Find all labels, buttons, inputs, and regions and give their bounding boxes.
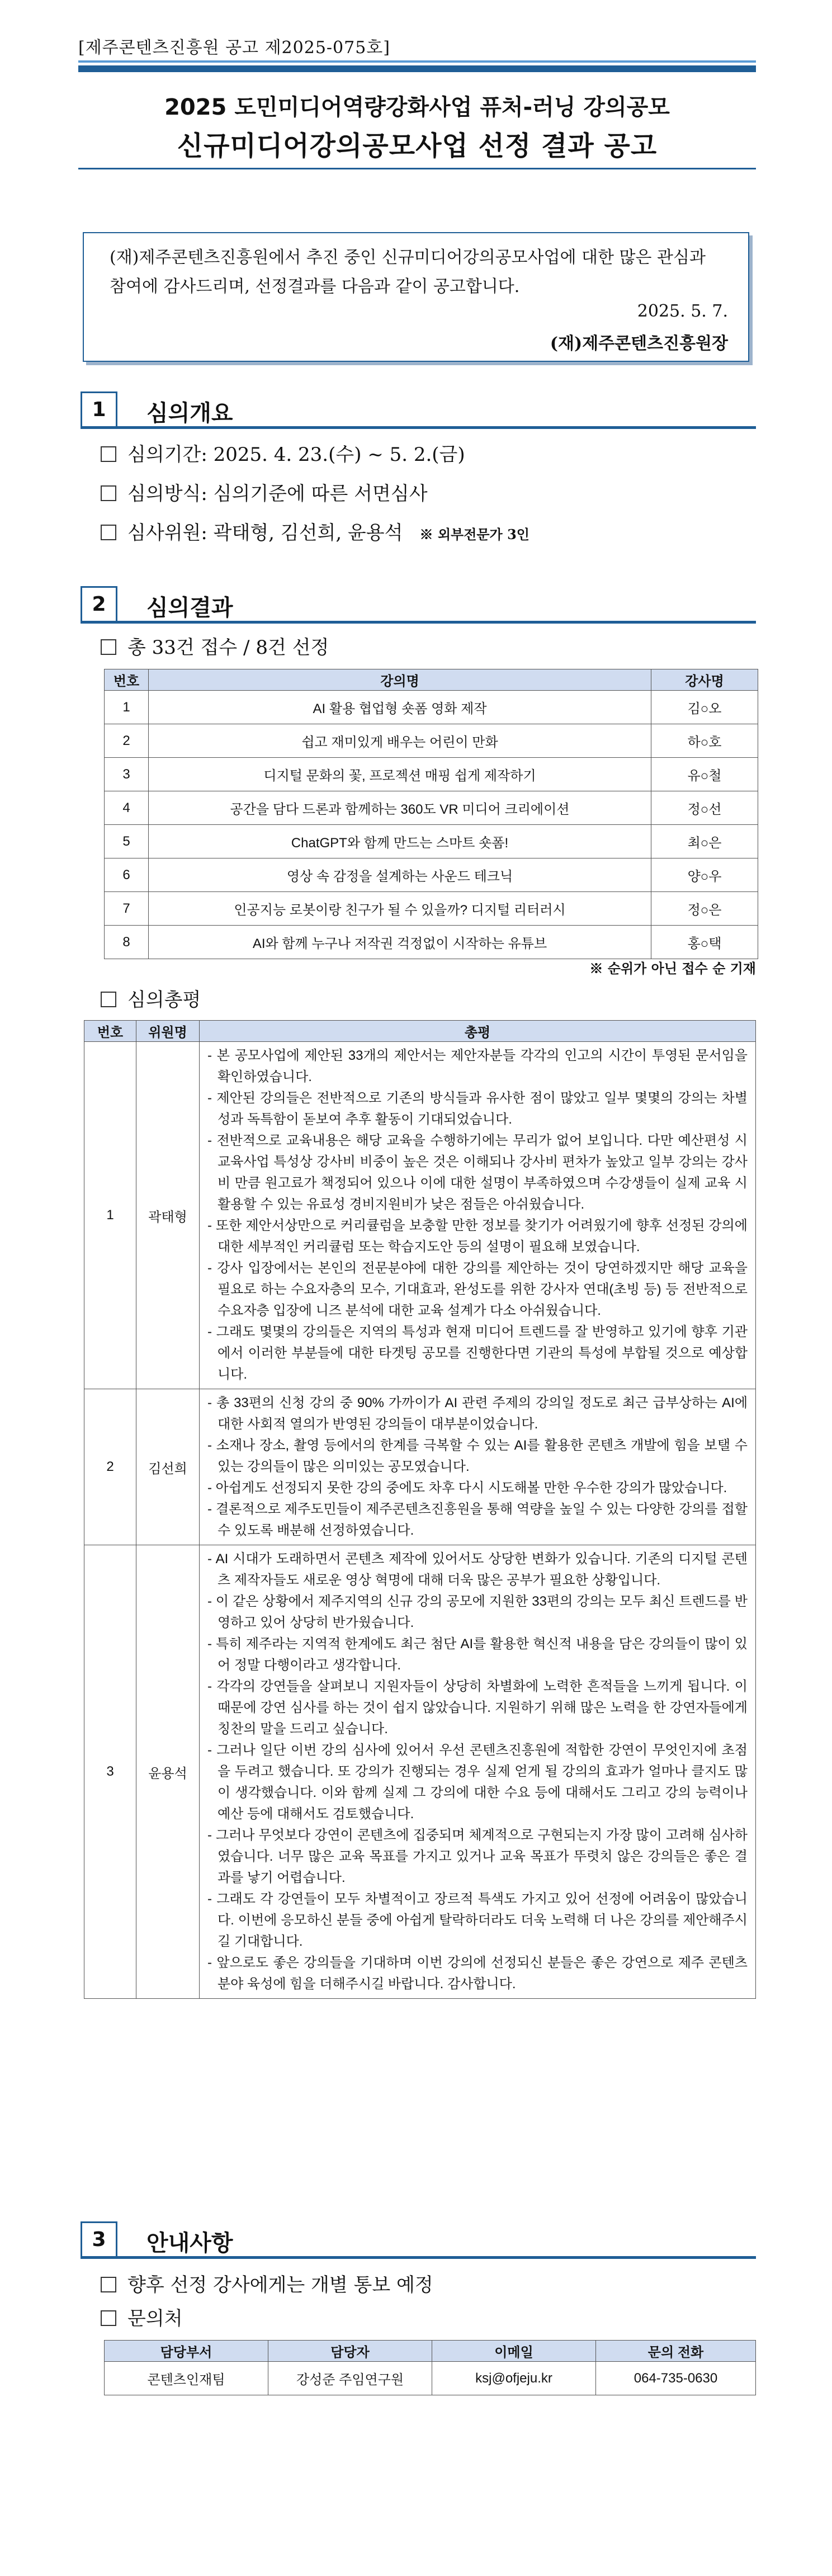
checkbox-square-icon (101, 485, 116, 501)
member-name: 윤용석 (136, 1545, 200, 1999)
checkbox-square-icon (101, 2277, 116, 2292)
contact-department: 콘텐츠인재팀 (105, 2362, 268, 2395)
contact-email[interactable]: ksj@ofjeju.kr (432, 2362, 596, 2395)
section-3-number: 3 (81, 2221, 117, 2258)
results-summary: 총 33건 접수 / 8건 선정 (101, 632, 329, 659)
row-number: 3 (84, 1545, 136, 1999)
row-number: 5 (105, 825, 149, 858)
contact-table-header (105, 2341, 756, 2362)
instructor-name: 유○철 (651, 758, 758, 791)
review-item: - 앞으로도 좋은 강의들을 기대하며 이번 강의에 선정되신 분들은 좋은 강연으로 제주 콘텐츠 분야 육성에 힘을 더해주시길 바랍니다. 감사합니다. (207, 1955, 748, 1992)
overview-members: 심사위원: 곽태형, 김선희, 윤용석 ※ 외부전문가 3인 (101, 517, 530, 545)
table-row (105, 724, 758, 758)
review-item: - 아쉽게도 선정되지 못한 강의 중에도 차후 다시 시도해볼 만한 우수한 강의가 많았습니다. (207, 1480, 727, 1495)
header-department: 담당부서 (105, 2341, 268, 2362)
intro-org: (재)제주콘텐츠진흥원장 (550, 334, 728, 353)
header-phone: 문의 전화 (596, 2341, 756, 2362)
page-title-line1: 2025 도민미디어역량강화사업 퓨처-러닝 강의공모 (164, 95, 670, 120)
header-instructor: 강사명 (651, 669, 758, 691)
instructor-name: 최○은 (651, 825, 758, 858)
overview-method: 심의방식: 심의기준에 따른 서면심사 (101, 478, 428, 506)
section-1-line (81, 426, 756, 429)
review-item: - 본 공모사업에 제안된 33개의 제안서는 제안자분들 각각의 인고의 시간이 투영된 문서임을 확인하였습니다. (207, 1048, 748, 1084)
table-row (105, 791, 758, 825)
intro-box (83, 232, 749, 362)
lecture-title: 쉽고 재미있게 배우는 어린이 만화 (149, 724, 651, 758)
review-text (200, 1042, 756, 1389)
checkbox-square-icon (101, 639, 116, 655)
table-row (105, 758, 758, 791)
intro-date: 2025. 5. 7. (637, 301, 728, 321)
row-number: 3 (105, 758, 149, 791)
instructor-name: 양○우 (651, 858, 758, 892)
results-table (104, 669, 758, 959)
review-label: 심의총평 (101, 984, 201, 1012)
review-item: - 각각의 강연들을 살펴보니 지원자들이 상당히 차별화에 노력한 흔적들을 느끼게 됩니다. 이 때문에 강연 심사를 하는 것이 쉽지 않았습니다. 지원하기 위해 많은 노력을 한 강연자들에게 칭찬의 말을 드리고 싶습니다. (207, 1679, 748, 1737)
section-2-line (81, 621, 756, 624)
header-bar-thick (78, 65, 756, 72)
review-item: - 그러나 일단 이번 강의 심사에 있어서 우선 콘텐츠진흥원에 적합한 강연이 무엇인지에 초점을 두려고 했습니다. 또 강의가 진행되는 경우 실제 얻게 될 강의의 효과가 얼마나 클지도 많이 생각했습니다. 이와 함께 실제 그 강의에 대한 수요 등에 대해서도 그리고 강의 능력이나 예산 등에 대해서도 검토했습니다. (207, 1743, 748, 1822)
checkbox-square-icon (101, 446, 116, 462)
review-item: - 이 같은 상황에서 제주지역의 신규 강의 공모에 지원한 33편의 강의는 모두 최신 트렌드를 반영하고 있어 상당히 반가웠습니다. (207, 1594, 748, 1630)
section-2-number: 2 (81, 586, 117, 623)
review-item: - 제안된 강의들은 전반적으로 기존의 방식들과 유사한 점이 많았고 일부 몇몇의 강의는 차별성과 독특함이 돋보여 추후 활동이 기대되었습니다. (207, 1091, 748, 1127)
review-item: - 소재나 장소, 촬영 등에서의 한계를 극복할 수 있는 AI를 활용한 콘텐츠 개발에 힘을 보탤 수 있는 강의들이 많은 의미있는 공모였습니다. (207, 1438, 748, 1474)
section-3-line (81, 2256, 756, 2259)
row-number: 7 (105, 892, 149, 926)
lecture-title: AI 활용 협업형 숏폼 영화 제작 (149, 691, 651, 724)
lecture-title: 영상 속 감정을 설계하는 사운드 테크닉 (149, 858, 651, 892)
members-note: ※ 외부전문가 3인 (419, 526, 530, 542)
results-table-header (105, 669, 758, 691)
overview-period: 심의기간: 2025. 4. 23.(수) ~ 5. 2.(금) (101, 439, 465, 466)
checkbox-square-icon (101, 525, 116, 540)
row-number: 6 (105, 858, 149, 892)
review-item: - 그러나 무엇보다 강연이 콘텐츠에 집중되며 체계적으로 구현되는지 가장 많이 고려해 심사하였습니다. 너무 많은 교육 목표를 가지고 있거나 교육 목표가 뚜렷치 않은 강의들은 좋은 결과를 낳기 어렵습니다. (207, 1828, 748, 1885)
header-bar-thin (78, 60, 756, 63)
review-item: - 결론적으로 제주도민들이 제주콘텐츠진흥원을 통해 역량을 높일 수 있는 다양한 강의를 접할 수 있도록 배분해 선정하였습니다. (207, 1502, 748, 1538)
header-email: 이메일 (432, 2341, 596, 2362)
review-item: - 또한 제안서상만으로 커리큘럼을 보충할 만한 정보를 찾기가 어려웠기에 향후 선정된 강의에 대한 세부적인 커리큘럼 또는 학습지도안 등의 설명이 필요해 보였습니다. (207, 1218, 748, 1254)
section-3-title: 안내사항 (146, 2230, 233, 2256)
table-row (105, 825, 758, 858)
lecture-title: AI와 함께 누구나 저작권 걱정없이 시작하는 유튜브 (149, 926, 651, 959)
table-row (84, 1389, 756, 1545)
guide-item-1: 향후 선정 강사에게는 개별 통보 예정 (101, 2270, 433, 2297)
review-item: - 특히 제주라는 지역적 한계에도 최근 첨단 AI를 활용한 혁신적 내용을 담은 강의들이 많이 있어 정말 다행이라고 생각합니다. (207, 1636, 748, 1673)
checkbox-square-icon (101, 992, 116, 1007)
contact-manager: 강성준 주임연구원 (268, 2362, 432, 2395)
table-row (105, 892, 758, 926)
section-1-number: 1 (81, 391, 117, 428)
table-row (105, 926, 758, 959)
header-member: 위원명 (136, 1021, 200, 1042)
review-text (200, 1389, 756, 1545)
table-row (105, 2362, 756, 2395)
review-text (200, 1545, 756, 1999)
lecture-title: 공간을 담다 드론과 함께하는 360도 VR 미디어 크리에이션 (149, 791, 651, 825)
checkbox-square-icon (101, 2310, 116, 2326)
review-item: - 그래도 각 강연들이 모두 차별적이고 장르적 특색도 가지고 있어 선정에 어려움이 많았습니다. 이번에 응모하신 분들 중에 아쉽게 탈락하더라도 더욱 노력해 더 나은 강의를 제안해주시길 기대합니다. (207, 1891, 748, 1949)
instructor-name: 정○선 (651, 791, 758, 825)
table-row (84, 1545, 756, 1999)
notice-number: [제주콘텐츠진흥원 공고 제2025-075호] (78, 38, 390, 58)
review-item: - AI 시대가 도래하면서 콘텐츠 제작에 있어서도 상당한 변화가 있습니다. 기존의 디지털 콘텐츠 제작자들도 새로운 영상 혁명에 대해 더욱 많은 공부가 필요한 상황입니다. (207, 1551, 748, 1588)
member-name: 김선희 (136, 1389, 200, 1545)
review-item: - 그래도 몇몇의 강의들은 지역의 특성과 현재 미디어 트렌드를 잘 반영하고 있기에 향후 기관에서 이러한 부분들에 대한 타겟팅 공모를 진행한다면 기관의 특성에 부합될 것으로 예상합니다. (207, 1324, 748, 1382)
intro-text: (재)제주콘텐츠진흥원에서 추진 중인 신규미디어강의공모사업에 대한 많은 관심과 참여에 감사드리며, 선정결과를 다음과 같이 공고합니다. (110, 248, 706, 296)
instructor-name: 김○오 (651, 691, 758, 724)
table-row (105, 691, 758, 724)
lecture-title: 인공지능 로봇이랑 친구가 될 수 있을까? 디지털 리터러시 (149, 892, 651, 926)
guide-item-2: 문의처 (101, 2303, 183, 2330)
title-underline (78, 168, 756, 169)
header-review: 총평 (200, 1021, 756, 1042)
row-number: 1 (105, 691, 149, 724)
review-table (84, 1020, 756, 1999)
table-row (84, 1042, 756, 1389)
row-number: 8 (105, 926, 149, 959)
review-item: - 전반적으로 교육내용은 해당 교육을 수행하기에는 무리가 없어 보입니다. 다만 예산편성 시 교육사업 특성상 강사비 비중이 높은 것은 이해되나 강사비 편차가 높았고 일부 강의는 강사비 만큼 원고료가 책정되어 있으나 이에 대한 설명이 부족하였으며 수강생들이 실제 교육 시 활용할 수 있는 유료성 경비지원비가 낮은 점들은 아쉬웠습니다. (207, 1133, 748, 1212)
contact-table (104, 2340, 756, 2395)
row-number: 1 (84, 1042, 136, 1389)
member-name: 곽태형 (136, 1042, 200, 1389)
contact-phone: 064-735-0630 (596, 2362, 756, 2395)
header-number: 번호 (105, 669, 149, 691)
row-number: 2 (84, 1389, 136, 1545)
review-table-header (84, 1021, 756, 1042)
header-number: 번호 (84, 1021, 136, 1042)
header-manager: 담당자 (268, 2341, 432, 2362)
section-2-title: 심의결과 (146, 595, 233, 621)
table-row (105, 858, 758, 892)
results-note: ※ 순위가 아닌 접수 순 기재 (589, 960, 756, 976)
row-number: 4 (105, 791, 149, 825)
row-number: 2 (105, 724, 149, 758)
instructor-name: 하○호 (651, 724, 758, 758)
section-1-title: 심의개요 (146, 400, 233, 426)
review-item: - 총 33편의 신청 강의 중 90% 가까이가 AI 관련 주제의 강의일 정도로 최근 급부상하는 AI에 대한 사회적 열의가 반영된 강의들이 대부분이었습니다. (207, 1395, 748, 1432)
instructor-name: 홍○택 (651, 926, 758, 959)
review-item: - 강사 입장에서는 본인의 전문분야에 대한 강의를 제안하는 것이 당연하겠지만 해당 교육을 필요로 하는 수요자층의 모수, 기대효과, 완성도를 위한 강사자 연대(초빙 등) 등 전반적으로 수요자층 입장에 니즈 분석에 대한 교육 설계가 다소 아쉬웠습니다. (207, 1261, 748, 1318)
lecture-title: ChatGPT와 함께 만드는 스마트 숏폼! (149, 825, 651, 858)
header-lecture: 강의명 (149, 669, 651, 691)
page-title-line2: 신규미디어강의공모사업 선정 결과 공고 (177, 130, 658, 162)
instructor-name: 정○은 (651, 892, 758, 926)
lecture-title: 디지털 문화의 꽃, 프로젝션 매핑 쉽게 제작하기 (149, 758, 651, 791)
